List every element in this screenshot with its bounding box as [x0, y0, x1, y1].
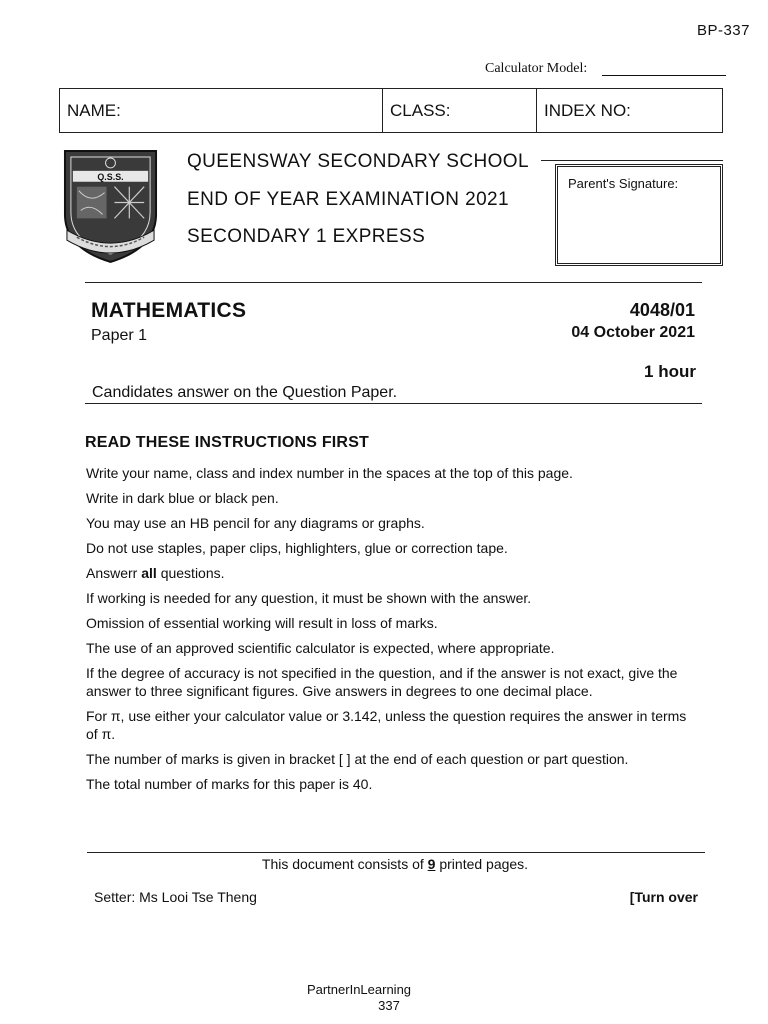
instruction-item: Omission of essential working will result in loss of marks.	[86, 615, 438, 631]
paper-label: Paper 1	[91, 327, 148, 344]
instructions-heading: READ THESE INSTRUCTIONS FIRST	[85, 434, 370, 451]
instruction-emphasis: all	[141, 565, 157, 581]
instruction-item: The number of marks is given in bracket [ ] at the end of each question or part question.	[86, 751, 629, 767]
class-field[interactable]	[382, 89, 536, 132]
publisher-name: PartnerInLearning	[306, 982, 412, 997]
instruction-item: Answerr all questions.	[86, 565, 225, 581]
pages-note-suffix: printed pages.	[435, 856, 529, 872]
instruction-item: The total number of marks for this paper is 40.	[86, 776, 373, 792]
turn-over-note: [Turn over	[629, 889, 698, 905]
school-crest-icon	[61, 145, 160, 266]
instruction-item: Do not use staples, paper clips, highlighters, glue or correction tape.	[86, 540, 508, 556]
document-code: BP-337	[696, 22, 750, 39]
header-divider	[85, 282, 702, 283]
footer-divider	[87, 852, 705, 853]
svg-text:Q.S.S.: Q.S.S.	[97, 171, 124, 182]
instruction-item: You may use an HB pencil for any diagrams or graphs.	[86, 515, 425, 531]
index-field[interactable]	[536, 89, 722, 132]
setter-name: Setter: Ms Looi Tse Theng	[94, 889, 257, 905]
parent-signature-label: Parent's Signature:	[568, 176, 679, 191]
instruction-item: If the degree of accuracy is not specified in the question, and if the answer is not exact, give the answer to three significant figures. Give answers in degrees to one decimal place.	[86, 665, 678, 699]
index-label: INDEX NO:	[544, 101, 631, 120]
instructions-list	[86, 464, 698, 800]
level-title: SECONDARY 1 EXPRESS	[187, 226, 426, 247]
calculator-model-label: Calculator Model:	[485, 61, 588, 76]
subject-divider	[85, 403, 702, 404]
instruction-item: For π, use either your calculator value or 3.142, unless the question requires the answer in terms of π.	[86, 708, 687, 742]
paper-code: 4048/01	[629, 300, 695, 320]
subject-title: MATHEMATICS	[91, 299, 247, 322]
candidates-note: Candidates answer on the Question Paper.	[92, 384, 398, 401]
name-field[interactable]	[60, 89, 382, 132]
page-number: 337	[378, 998, 400, 1013]
exam-title: END OF YEAR EXAMINATION 2021	[187, 189, 509, 210]
instruction-item: If working is needed for any question, it must be shown with the answer.	[86, 590, 532, 606]
instruction-item: Write your name, class and index number in the spaces at the top of this page.	[86, 465, 573, 481]
exam-date: 04 October 2021	[571, 324, 695, 341]
instruction-item: Write in dark blue or black pen.	[86, 490, 279, 506]
name-label: NAME:	[67, 101, 121, 120]
signature-top-rule	[541, 160, 723, 161]
parent-signature-box[interactable]	[555, 164, 723, 266]
pages-note	[0, 856, 768, 872]
calculator-model-line	[602, 75, 726, 76]
pages-count: 9	[427, 856, 436, 872]
instruction-item: The use of an approved scientific calculator is expected, where appropriate.	[86, 640, 555, 656]
student-id-table	[59, 88, 723, 133]
class-label: CLASS:	[390, 101, 451, 120]
school-name: QUEENSWAY SECONDARY SCHOOL	[187, 151, 529, 172]
pages-note-prefix: This document consists of	[261, 856, 428, 872]
exam-duration: 1 hour	[644, 362, 696, 381]
